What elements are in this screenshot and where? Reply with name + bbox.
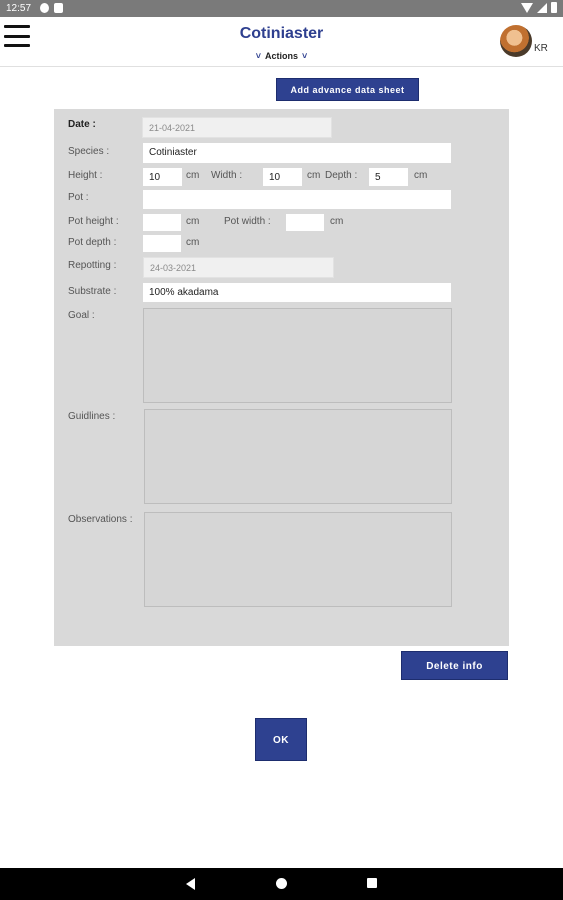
- wifi-icon: [521, 3, 533, 13]
- system-nav-bar: [0, 868, 563, 900]
- width-label: Width :: [211, 170, 243, 181]
- substrate-field[interactable]: 100% akadama: [143, 283, 451, 302]
- guidelines-label: Guidlines :: [68, 411, 116, 422]
- width-unit: cm: [307, 170, 321, 181]
- pot-label: Pot :: [68, 192, 89, 203]
- plant-info-form: [54, 109, 509, 646]
- height-unit: cm: [186, 170, 200, 181]
- pot-depth-unit: cm: [186, 237, 200, 248]
- user-initials: KR: [534, 43, 548, 54]
- goal-textarea[interactable]: [143, 308, 452, 403]
- depth-label: Depth :: [325, 170, 358, 181]
- pot-height-unit: cm: [186, 216, 200, 227]
- pot-width-field[interactable]: [286, 214, 324, 231]
- actions-label: Actions: [264, 51, 298, 61]
- back-icon[interactable]: [186, 878, 195, 890]
- notification-icon: [40, 3, 49, 13]
- guidelines-textarea[interactable]: [144, 409, 452, 504]
- recent-apps-icon[interactable]: [367, 878, 377, 888]
- repotting-label: Repotting :: [68, 260, 117, 271]
- goal-label: Goal :: [68, 310, 95, 321]
- app-header: [0, 17, 563, 67]
- pot-height-field[interactable]: [143, 214, 181, 231]
- height-field[interactable]: 10: [143, 168, 182, 186]
- ok-button[interactable]: OK: [255, 718, 307, 761]
- species-label: Species :: [68, 146, 110, 157]
- add-advance-data-sheet-button[interactable]: Add advance data sheet: [276, 78, 419, 101]
- width-field[interactable]: 10: [263, 168, 302, 186]
- depth-unit: cm: [414, 170, 428, 181]
- battery-icon: [551, 2, 557, 13]
- pot-width-unit: cm: [330, 216, 344, 227]
- pot-field[interactable]: [143, 190, 451, 209]
- status-time: 12:57: [6, 3, 32, 14]
- observations-textarea[interactable]: [144, 512, 452, 607]
- substrate-label: Substrate :: [68, 286, 117, 297]
- chevron-down-icon: ˅: [302, 51, 308, 61]
- repotting-field[interactable]: 24-03-2021: [143, 257, 334, 278]
- cell-signal-icon: [537, 3, 547, 13]
- actions-dropdown[interactable]: [0, 51, 563, 61]
- date-label: Date :: [68, 119, 96, 130]
- pot-depth-field[interactable]: [143, 235, 181, 252]
- pot-width-label: Pot width :: [224, 216, 271, 227]
- observations-label: Observations :: [68, 514, 133, 525]
- date-field[interactable]: 21-04-2021: [142, 117, 332, 138]
- page-title: Cotiniaster: [239, 25, 324, 42]
- avatar[interactable]: [500, 25, 532, 57]
- sd-card-icon: [54, 3, 63, 13]
- status-bar: [0, 0, 563, 17]
- delete-info-button[interactable]: Delete info: [401, 651, 508, 680]
- height-label: Height :: [68, 170, 103, 181]
- pot-height-label: Pot height :: [68, 216, 119, 227]
- home-icon[interactable]: [276, 878, 287, 889]
- depth-field[interactable]: 5: [369, 168, 408, 186]
- species-field[interactable]: Cotiniaster: [143, 143, 451, 163]
- chevron-down-icon: ˅: [255, 51, 261, 61]
- pot-depth-label: Pot depth :: [68, 237, 117, 248]
